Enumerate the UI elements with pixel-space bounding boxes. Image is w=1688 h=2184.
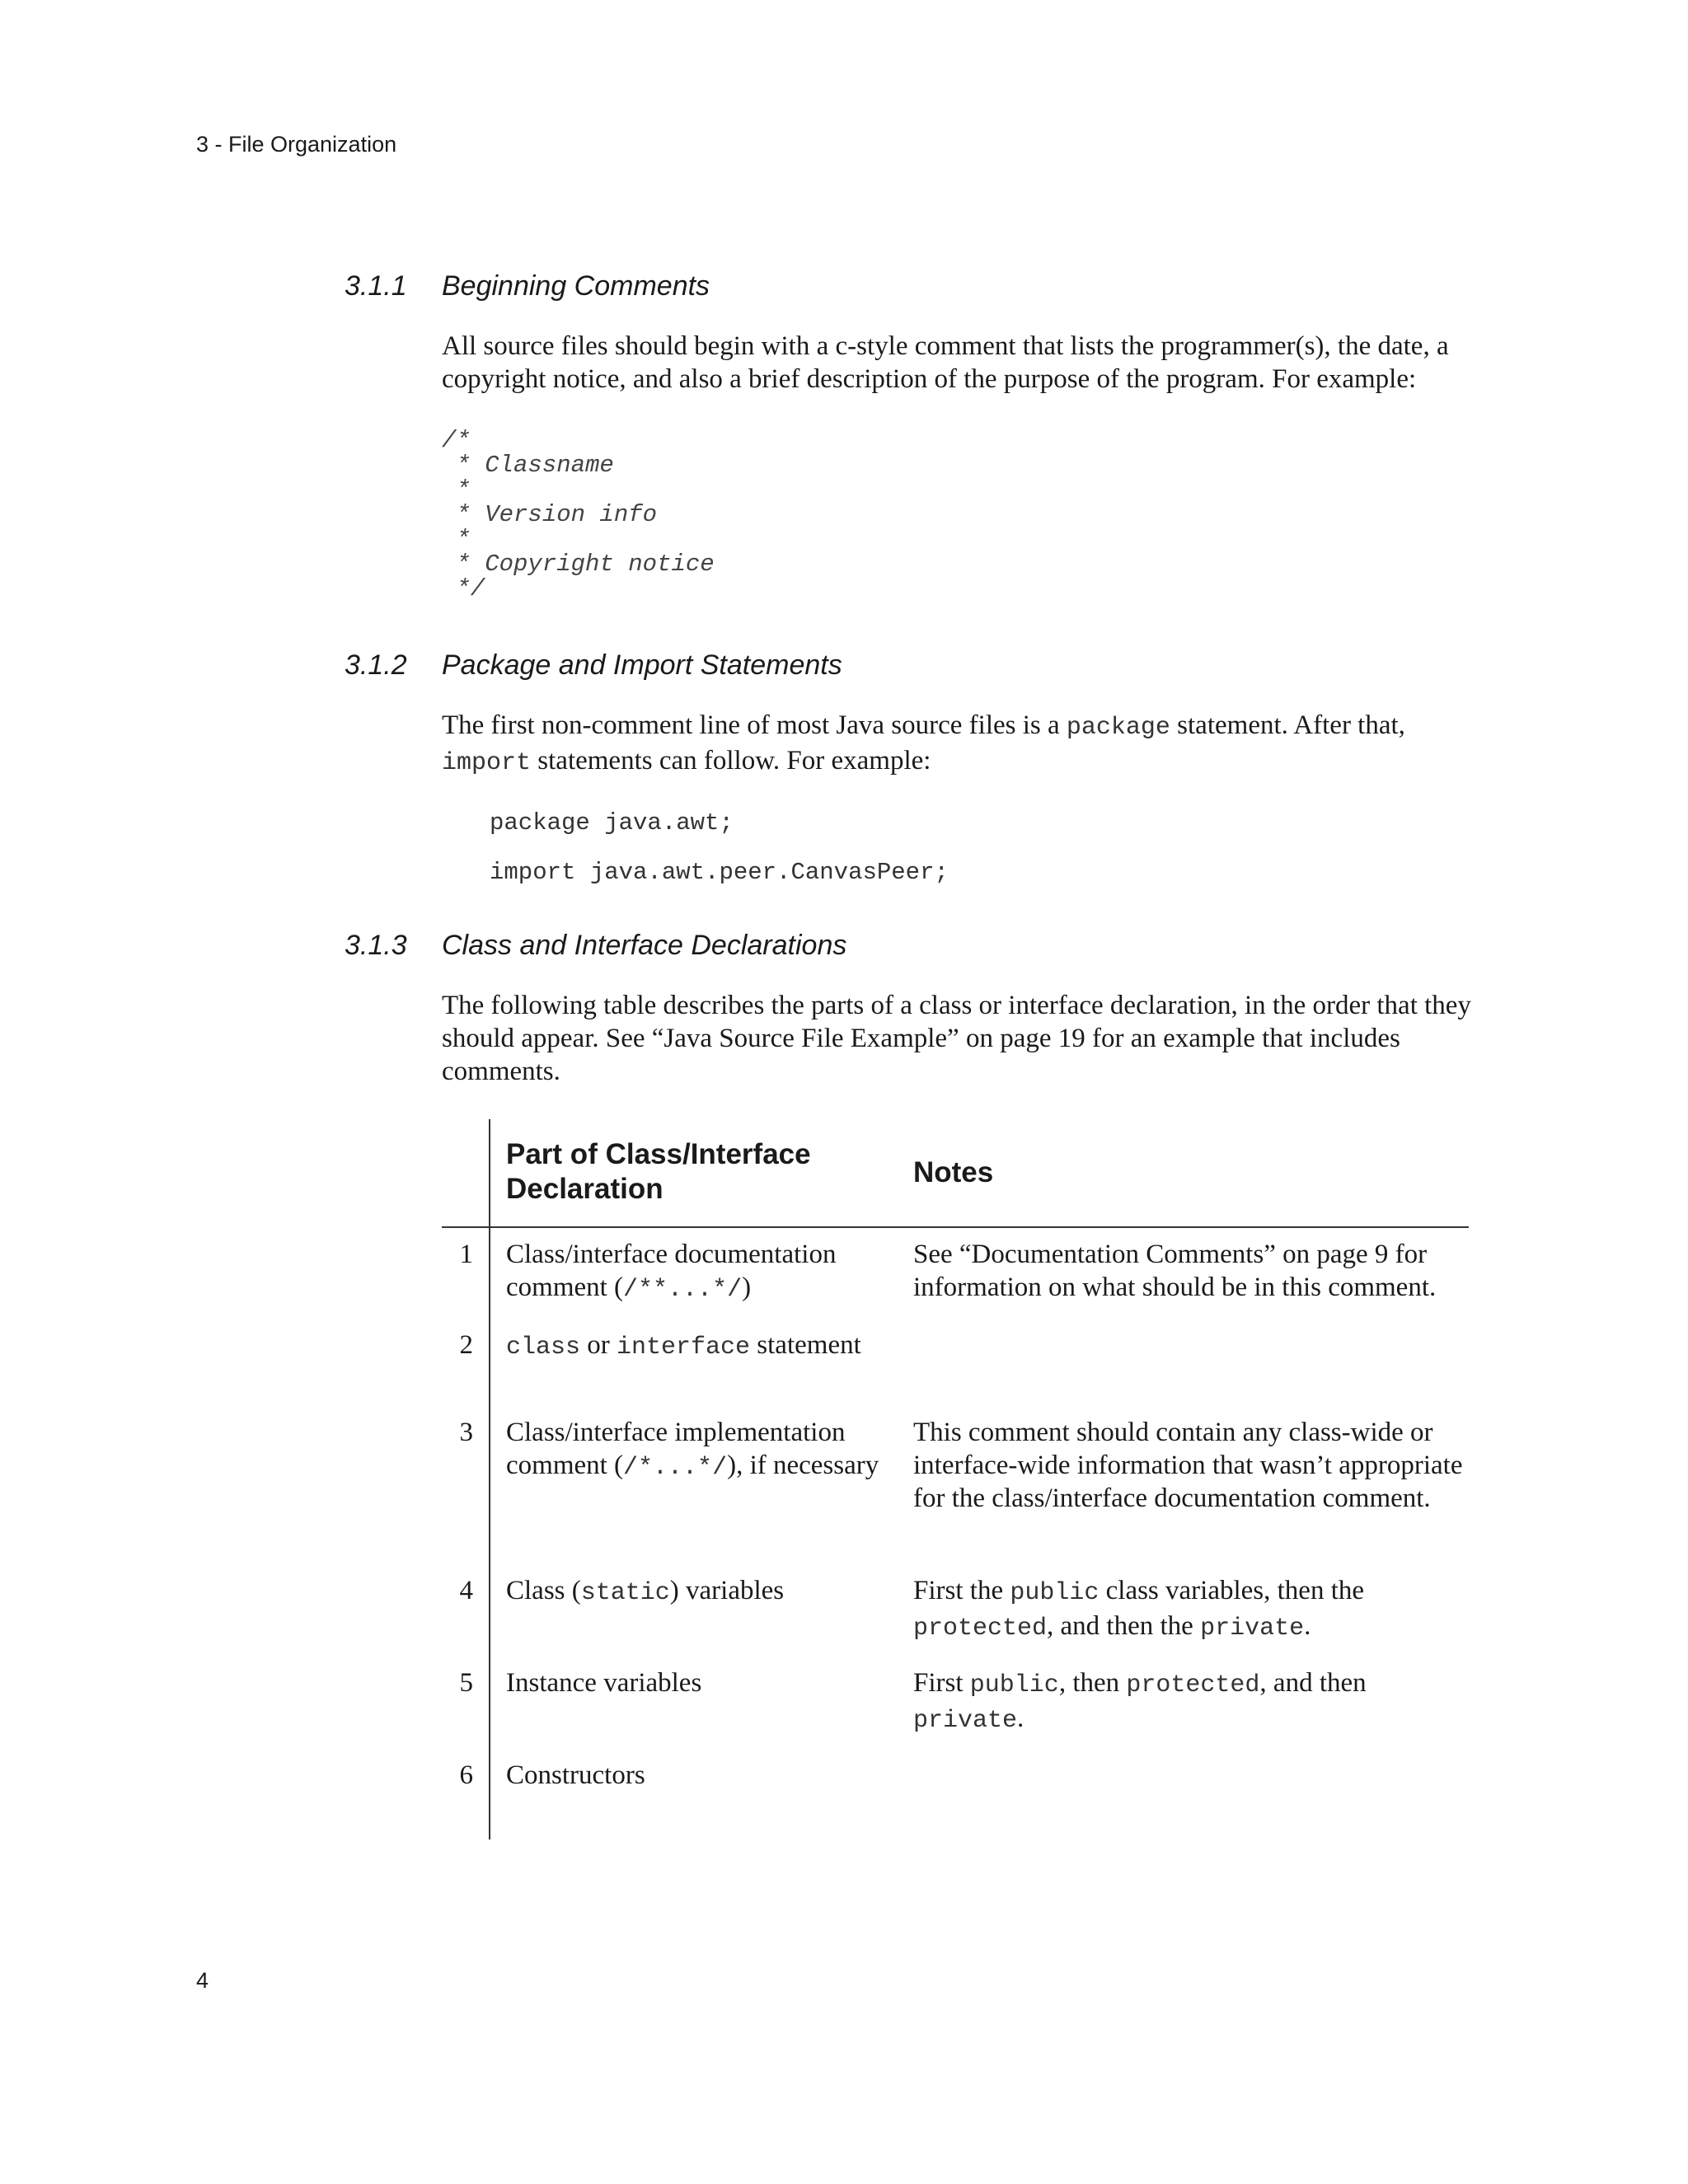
text-run: Class (: [506, 1576, 581, 1605]
row-part: [506, 1574, 885, 1610]
text-run: , then: [1058, 1668, 1127, 1698]
inline-code: private: [913, 1707, 1018, 1735]
text-run: statements can follow. For example:: [531, 746, 931, 776]
inline-code: class: [506, 1333, 581, 1361]
text-run: , and then the: [1047, 1611, 1201, 1641]
text-run: ): [742, 1272, 752, 1302]
section-title: Package and Import Statements: [442, 649, 842, 681]
inline-code: /*...*/: [623, 1454, 728, 1482]
section-heading-3-1-3: [345, 930, 846, 962]
section-heading-3-1-1: [345, 270, 710, 302]
text-run: Instance variables: [506, 1668, 702, 1698]
text-run: This comment should contain any class-wide or interface-wide information that wasn’t appropriate for the class/interface documentation comment.: [913, 1418, 1463, 1513]
inline-code: /**...*/: [623, 1276, 743, 1304]
running-header: 3 - File Organization: [196, 132, 397, 157]
table-header-notes: Notes: [913, 1156, 994, 1188]
row-number: 2: [459, 1330, 473, 1360]
comment-code-block: /* * Classname * * Version info * * Copyright notice */: [442, 427, 715, 602]
text-run: statement. After that,: [1170, 710, 1405, 740]
text-run: Constructors: [506, 1760, 645, 1790]
section-title: Beginning Comments: [442, 270, 710, 302]
section-paragraph-3-1-1: All source files should begin with a c-style comment that lists the programmer(s), the date, a copyright notice, and also a brief description of the purpose of the program. For example:: [442, 331, 1449, 394]
code-line: import java.awt.peer.CanvasPeer;: [490, 859, 949, 886]
text-run: class variables, then the: [1099, 1576, 1365, 1605]
page-number: 4: [196, 1968, 209, 1993]
section-number: 3.1.2: [345, 649, 407, 681]
text-run: Class/interface implementation comment (: [506, 1418, 846, 1480]
section-paragraph-3-1-3: The following table describes the parts of a class or interface declaration, in the order that they should appear. See “Java Source File Example” on page 19 for an example that includes comments.: [442, 991, 1471, 1086]
text-run: Class/interface documentation comment (: [506, 1240, 837, 1302]
row-part: [506, 1666, 885, 1699]
text-run: , and then: [1259, 1668, 1367, 1698]
row-number: 1: [459, 1240, 473, 1269]
inline-code: package: [1066, 714, 1170, 742]
text-run: statement: [750, 1330, 861, 1360]
row-number: 4: [459, 1576, 473, 1605]
row-note: [913, 1416, 1474, 1515]
row-part: [506, 1759, 885, 1792]
row-part: [506, 1416, 885, 1484]
inline-code: protected: [1126, 1671, 1260, 1699]
text-run: ), if necessary: [727, 1451, 879, 1480]
table-header-part: Part of Class/Interface Declaration: [506, 1138, 811, 1205]
row-part: [506, 1329, 885, 1364]
inline-code: public: [1010, 1579, 1100, 1607]
section-number: 3.1.3: [345, 930, 407, 961]
section-title: Class and Interface Declarations: [442, 930, 847, 961]
text-run: .: [1304, 1611, 1311, 1641]
inline-code: static: [580, 1579, 670, 1607]
inline-code: interface: [617, 1333, 751, 1361]
table-header-rule: [442, 1226, 1469, 1228]
section-paragraph-3-1-2: [442, 709, 1480, 780]
text-run: ) variables: [669, 1576, 785, 1605]
inline-code: private: [1200, 1615, 1305, 1643]
row-note: [913, 1574, 1474, 1645]
row-note: [913, 1666, 1474, 1737]
row-number: 3: [459, 1418, 473, 1447]
text-run: .: [1017, 1704, 1025, 1733]
row-number: 6: [459, 1760, 473, 1790]
inline-code: public: [969, 1671, 1059, 1699]
text-run: First: [913, 1668, 970, 1698]
row-note: [913, 1238, 1474, 1304]
text-run: See “Documentation Comments” on page 9 for information on what should be in this comment.: [913, 1240, 1437, 1302]
text-run: The first non-comment line of most Java source files is a: [442, 710, 1067, 740]
text-run: First the: [913, 1576, 1010, 1605]
section-number: 3.1.1: [345, 270, 407, 302]
text-run: or: [580, 1330, 617, 1360]
code-line: package java.awt;: [490, 809, 734, 837]
inline-code: protected: [913, 1615, 1048, 1643]
section-heading-3-1-2: [345, 649, 842, 682]
row-number: 5: [459, 1668, 473, 1698]
row-part: [506, 1238, 885, 1306]
inline-code: import: [442, 749, 532, 777]
